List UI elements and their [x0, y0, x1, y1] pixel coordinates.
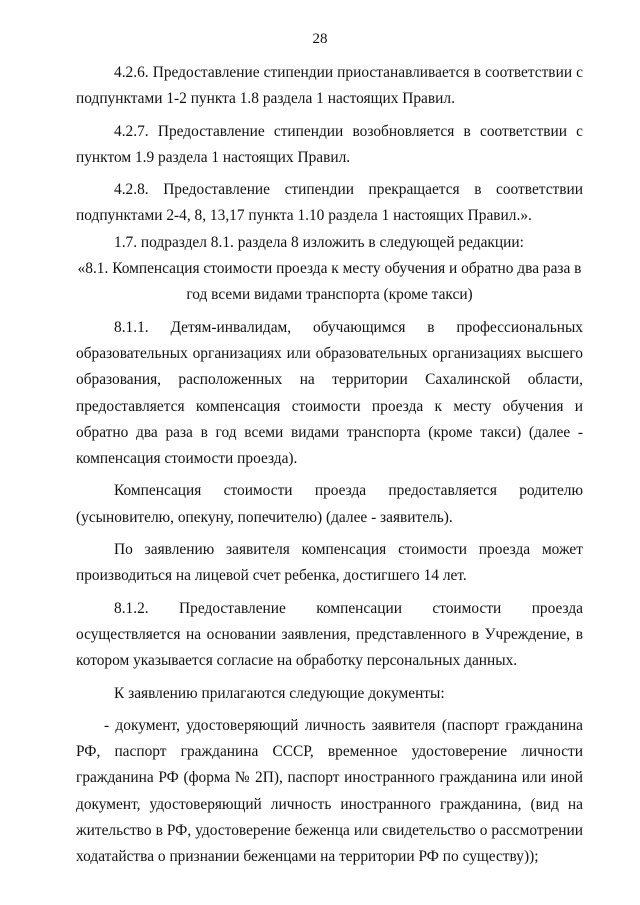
paragraph-amendment-1-7: 1.7. подраздел 8.1. раздела 8 изложить в следующей редакции:: [114, 233, 524, 251]
page-number: 28: [312, 31, 328, 47]
document-body: [76, 60, 583, 871]
paragraph-8-1-2: 8.1.2. Предоставление компенсации стоимости проезда осуществляется на основании заявления, представленного в Учреждение, в котором указывается согласие на обработку персональных данных.: [76, 599, 583, 670]
section-heading-8-1: «8.1. Компенсация стоимости проезда к месту обучения и обратно два раза в год всеми видами транспорта (кроме такси): [77, 260, 582, 304]
paragraph-4-2-8: 4.2.8. Предоставление стипендии прекращается в соответствии подпунктами 2-4, 8, 13,17 пункта 1.10 раздела 1 настоящих Правил.».: [76, 181, 583, 225]
paragraph-identity-document: - документ, удостоверяющий личность заявителя (паспорт гражданина РФ, паспорт гражданина СССР, временное удостоверение личности гражданина РФ (форма № 2П), паспорт иностранного гражданина или иной документ, удостоверяющий личность иностранного гражданина, (вид на жительство в РФ, удостоверение беженца или свидетельство о рассмотрении ходатайства о признании беженцами на территории РФ по существу));: [76, 716, 583, 866]
paragraph-4-2-7: 4.2.7. Предоставление стипендии возобновляется в соответствии с пунктом 1.9 раздела 1 настоящих Правил.: [76, 122, 583, 166]
paragraph-documents-intro: К заявлению прилагаются следующие документы:: [114, 684, 445, 702]
paragraph-compensation-recipient: Компенсация стоимости проезда предоставляется родителю (усыновителю, опекуну, попечителю) (далее - заявитель).: [76, 482, 583, 526]
paragraph-4-2-6: 4.2.6. Предоставление стипендии приостанавливается в соответствии с подпунктами 1-2 пункта 1.8 раздела 1 настоящих Правил.: [76, 64, 583, 108]
paragraph-child-account: По заявлению заявителя компенсация стоимости проезда может производиться на лицевой счет ребенка, достигшего 14 лет.: [76, 541, 583, 585]
paragraph-8-1-1: 8.1.1. Детям-инвалидам, обучающимся в профессиональных образовательных организациях или образовательных организациях высшего образования, расположенных на территории Сахалинской области, предоставляется компенсация стоимости проезда к месту обучения и обратно два раза в год всеми видами транспорта (кроме такси) (далее - компенсация стоимости проезда).: [76, 318, 583, 468]
